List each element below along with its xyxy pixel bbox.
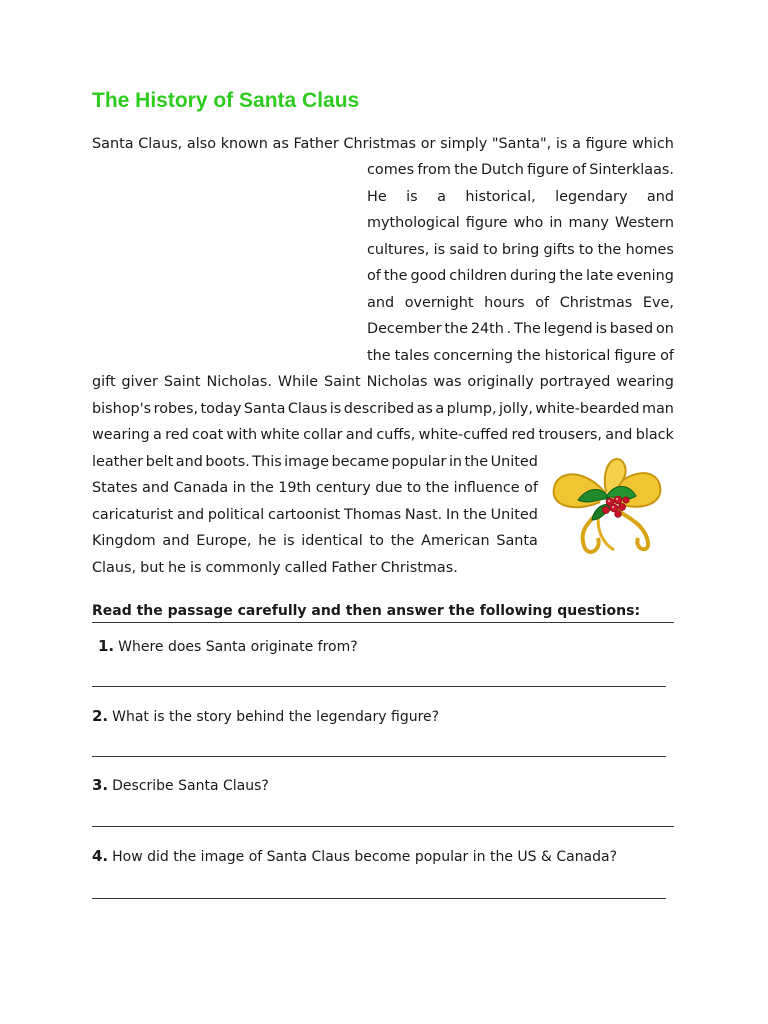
passage-word: popular xyxy=(391,454,447,470)
passage-word: belt xyxy=(145,454,174,470)
passage-word: figure xyxy=(614,348,657,364)
question-text: What is the story behind the legendary figure? xyxy=(112,709,440,725)
passage-word: the xyxy=(390,533,415,549)
passage-word: giver xyxy=(121,374,158,390)
passage-word: portrayed xyxy=(539,374,611,390)
instructions-heading: Read the passage carefully and then answer the following questions: xyxy=(92,600,674,623)
passage-word: simply xyxy=(440,136,488,152)
passage-word: Claus xyxy=(287,401,328,417)
passage-line xyxy=(367,210,674,237)
answer-line-2[interactable] xyxy=(92,756,666,757)
passage-word: While xyxy=(277,374,319,390)
passage-line xyxy=(92,396,674,423)
passage-word: from xyxy=(417,162,451,178)
passage-word: in xyxy=(232,480,246,496)
passage-word: comes xyxy=(367,162,415,178)
passage-word: United xyxy=(490,454,538,470)
passage-word: legendary xyxy=(555,189,628,205)
passage-word: or xyxy=(420,136,436,152)
passage-word: 19th xyxy=(278,480,312,496)
question-2 xyxy=(92,705,439,728)
passage-line xyxy=(367,237,674,264)
passage-word: is xyxy=(433,242,446,258)
passage-word: Western xyxy=(614,215,674,231)
passage-line xyxy=(367,263,674,290)
question-number: 2. xyxy=(92,707,109,725)
passage-word: which xyxy=(632,136,674,152)
passage-word: red xyxy=(165,427,189,443)
passage-line xyxy=(92,528,538,555)
passage-word: and xyxy=(605,427,633,443)
passage-word: gifts xyxy=(543,242,575,258)
passage-line xyxy=(92,502,538,529)
passage-word: mythological xyxy=(367,215,460,231)
passage-word: commonly xyxy=(205,560,281,576)
passage-word: cultures, xyxy=(367,242,430,258)
passage-word: he xyxy=(258,533,277,549)
question-3 xyxy=(92,774,269,797)
passage-word: the xyxy=(463,507,487,523)
passage-word: as xyxy=(272,136,289,152)
passage-word: This xyxy=(252,454,282,470)
passage-word: a xyxy=(572,136,581,152)
question-number: 4. xyxy=(92,847,109,865)
passage-word: "Santa", xyxy=(491,136,552,152)
passage-word: of xyxy=(535,295,550,311)
passage-word: 24th xyxy=(470,321,504,337)
passage-word: Sinterklaas. xyxy=(589,162,674,178)
passage-word: who xyxy=(513,215,544,231)
passage-word: collar xyxy=(303,427,343,443)
passage-word: concerning xyxy=(433,348,514,364)
passage-word: plump, xyxy=(446,401,497,417)
passage-word: and xyxy=(367,295,395,311)
passage-word: said xyxy=(449,242,479,258)
passage-word: States xyxy=(92,480,138,496)
passage-line xyxy=(92,131,674,158)
passage-word: the xyxy=(250,480,274,496)
passage-line xyxy=(92,422,674,449)
passage-word: Santa xyxy=(92,136,134,152)
passage-word: the xyxy=(444,321,469,337)
passage-word: the xyxy=(559,268,584,284)
passage-word: white-bearded xyxy=(535,401,640,417)
passage-word: tales xyxy=(394,348,430,364)
passage-word: historical xyxy=(544,348,611,364)
passage-word: is xyxy=(329,401,342,417)
passage-word: Europe, xyxy=(196,533,252,549)
passage-word: during xyxy=(510,268,557,284)
passage-word: became xyxy=(331,454,390,470)
passage-word: to xyxy=(406,480,422,496)
passage-word: is xyxy=(555,136,568,152)
passage-word: legend xyxy=(543,321,593,337)
question-1 xyxy=(98,635,358,658)
passage-word: figure xyxy=(465,215,508,231)
passage-word: Nicholas xyxy=(366,374,428,390)
passage-word: Eve, xyxy=(642,295,674,311)
passage-line xyxy=(367,343,674,370)
passage-word: Christmas. xyxy=(380,560,458,576)
passage-word: known xyxy=(220,136,268,152)
passage-word: bishop's xyxy=(92,401,152,417)
passage-word: Claus, xyxy=(92,560,137,576)
passage-word: white xyxy=(260,427,300,443)
passage-word: is xyxy=(406,189,418,205)
passage-word: Christmas xyxy=(343,136,417,152)
passage-word: robes, xyxy=(153,401,199,417)
passage-word: Thomas xyxy=(344,507,402,523)
passage-word: the xyxy=(383,268,408,284)
passage-word: gift xyxy=(92,374,116,390)
passage-word: as xyxy=(416,401,433,417)
passage-line xyxy=(367,157,674,184)
passage-word: described xyxy=(343,401,415,417)
passage-line xyxy=(92,475,538,502)
passage-word: and xyxy=(177,507,205,523)
passage-word: a xyxy=(435,401,445,417)
passage-word: red xyxy=(511,427,536,443)
passage-word: and xyxy=(646,189,674,205)
passage-word: the xyxy=(597,242,622,258)
passage-word: children xyxy=(449,268,508,284)
passage-word: is xyxy=(595,321,607,337)
passage-word: is xyxy=(282,533,295,549)
passage-word: the xyxy=(454,162,478,178)
passage-word: Christmas xyxy=(559,295,633,311)
passage-word: wearing xyxy=(616,374,674,390)
passage-word: called xyxy=(284,560,328,576)
passage-line xyxy=(367,290,674,317)
passage-word: Saint xyxy=(163,374,201,390)
passage-word: Dutch xyxy=(480,162,524,178)
question-text: Where does Santa originate from? xyxy=(118,639,358,655)
passage-line xyxy=(92,369,674,396)
passage-word: a xyxy=(152,427,162,443)
passage-word: boots. xyxy=(205,454,250,470)
passage-word: United xyxy=(490,507,538,523)
passage-word: today xyxy=(200,401,242,417)
passage-word: Saint xyxy=(323,374,361,390)
passage-word: of xyxy=(367,268,381,284)
passage-word: jolly, xyxy=(499,401,533,417)
passage-word: black xyxy=(635,427,674,443)
passage-word: good xyxy=(410,268,447,284)
passage-word: he xyxy=(167,560,186,576)
passage-word: man xyxy=(641,401,674,417)
passage-word: political xyxy=(207,507,265,523)
answer-line-4[interactable] xyxy=(92,898,666,899)
passage-word: in xyxy=(448,454,463,470)
passage-word: originally xyxy=(467,374,534,390)
passage-word: bring xyxy=(501,242,540,258)
passage-word: many xyxy=(568,215,609,231)
passage-word: a xyxy=(437,189,446,205)
passage-word: figure xyxy=(585,136,628,152)
passage-word: evening xyxy=(616,268,674,284)
question-number: 1. xyxy=(98,637,115,655)
passage-word: to xyxy=(578,242,594,258)
passage-word: is xyxy=(189,560,202,576)
passage-word: Father xyxy=(331,560,377,576)
answer-line-1[interactable] xyxy=(92,686,666,687)
answer-line-3[interactable] xyxy=(92,826,674,827)
passage-word: of xyxy=(572,162,587,178)
passage-word: of xyxy=(524,480,538,496)
passage-word: leather xyxy=(92,454,144,470)
passage-word: figure xyxy=(527,162,569,178)
passage-word: trousers, xyxy=(538,427,602,443)
passage-word: Kingdom xyxy=(92,533,156,549)
passage-word: wearing xyxy=(92,427,150,443)
passage-word: December xyxy=(367,321,442,337)
passage-word: Nast. xyxy=(404,507,443,523)
holly-bow-ornament-icon xyxy=(548,450,666,562)
passage-word: in xyxy=(549,215,563,231)
passage-word: due xyxy=(375,480,403,496)
passage-line xyxy=(92,449,538,476)
passage-word: Canada xyxy=(173,480,229,496)
passage-word: Santa xyxy=(243,401,286,417)
passage-word: of xyxy=(660,348,674,364)
passage-word: the xyxy=(464,454,489,470)
passage-word: on xyxy=(655,321,674,337)
passage-word: the xyxy=(425,480,450,496)
passage-word: cartoonist xyxy=(268,507,341,523)
passage-word: coat xyxy=(192,427,224,443)
passage-word: Claus, xyxy=(138,136,183,152)
passage-word: century xyxy=(315,480,371,496)
passage-word: He xyxy=(367,189,387,205)
passage-word: and xyxy=(345,427,373,443)
passage-word: and xyxy=(142,480,170,496)
passage-word: late xyxy=(586,268,614,284)
passage-word: homes xyxy=(625,242,674,258)
question-4 xyxy=(92,845,617,868)
passage-line xyxy=(367,316,674,343)
page-title: The History of Santa Claus xyxy=(92,89,360,112)
passage-word: the xyxy=(367,348,391,364)
question-number: 3. xyxy=(92,776,109,794)
passage-word: overnight xyxy=(404,295,474,311)
passage-line xyxy=(92,555,538,582)
passage-word: white-cuffed xyxy=(418,427,509,443)
passage-word: to xyxy=(369,533,384,549)
passage-word: and xyxy=(175,454,203,470)
passage-line xyxy=(367,184,674,211)
passage-word: hours xyxy=(484,295,525,311)
passage-word: . xyxy=(506,321,512,337)
passage-word: cuffs, xyxy=(376,427,416,443)
passage-word: also xyxy=(186,136,217,152)
passage-word: Santa xyxy=(496,533,538,549)
passage-word: American xyxy=(421,533,490,549)
passage-word: The xyxy=(514,321,541,337)
passage-word: with xyxy=(226,427,258,443)
passage-word: image xyxy=(284,454,329,470)
passage-word: Father xyxy=(293,136,339,152)
passage-word: the xyxy=(517,348,541,364)
question-text: How did the image of Santa Claus become popular in the US & Canada? xyxy=(112,849,618,865)
passage-word: caricaturist xyxy=(92,507,174,523)
passage-word: In xyxy=(446,507,460,523)
passage-word: and xyxy=(162,533,190,549)
question-text: Describe Santa Claus? xyxy=(112,778,269,794)
passage-word: but xyxy=(140,560,164,576)
passage-word: identical xyxy=(301,533,363,549)
passage-word: to xyxy=(483,242,498,258)
passage-word: based xyxy=(609,321,654,337)
passage-word: influence xyxy=(453,480,520,496)
passage-word: Nicholas. xyxy=(206,374,272,390)
passage-word: was xyxy=(433,374,462,390)
passage-word: historical, xyxy=(465,189,536,205)
